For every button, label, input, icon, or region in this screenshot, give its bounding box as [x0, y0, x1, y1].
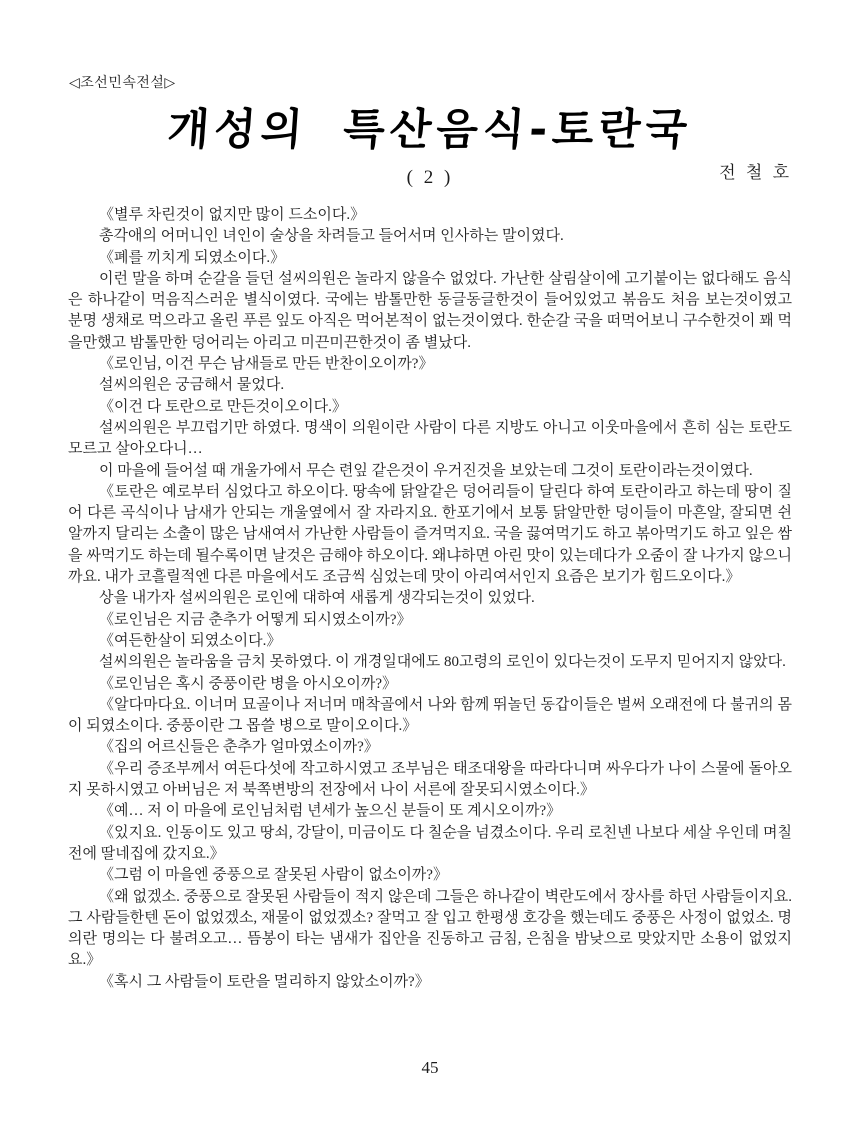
- page-number: 45: [421, 1058, 439, 1077]
- paragraph: 《로인님은 혹시 중풍이란 병을 아시오이까?》: [99, 675, 397, 692]
- paragraph: 《로인님은 지금 춘추가 어떻게 되시였소이까?》: [99, 611, 412, 628]
- paragraph: 《이건 다 토란으로 만든것이오이다.》: [99, 398, 347, 415]
- paragraph: 《집의 어르신들은 춘추가 얼마였소이까?》: [99, 739, 379, 756]
- paragraph: 《알다마다요. 이너머 묘골이나 저너머 매착골에서 나와 함께 뛰놀던 동갑이들은 벌써 오래전에 다 불귀의 몸이 되였소이다. 중풍이란 그 몹쓸 병으로 말이오이다.》: [68, 696, 792, 735]
- paragraph: 《별루 차린것이 없지만 많이 드소이다.》: [99, 207, 366, 223]
- paragraph: 《폐를 끼치게 되였소이다.》: [99, 249, 286, 266]
- paragraph: 《우리 증조부께서 여든다섯에 작고하시였고 조부님은 태조대왕을 따라다니며 싸우다가 나이 스물에 돌아오지 못하시였고 아버님은 저 북쪽변방의 전장에서 나이 서른에 잘못되시였소이다.》: [68, 760, 792, 799]
- page-title: 개성의 특산음식-토란국: [165, 105, 694, 155]
- paragraph: 설씨의원은 놀라움을 금치 못하였다. 이 개경일대에도 80고령의 로인이 있다는것이 도무지 믿어지지 않았다.: [99, 654, 786, 671]
- paragraph: 《토란은 예로부터 심었다고 하오이다. 땅속에 닭알같은 덩어리들이 달린다 하여 토란이라고 하는데 땅이 질어 다른 곡식이나 남새가 안되는 개울옆에서 잘 자라지요. 한포기에서 보통 닭알만한 덩이들이 마흔알, 잘되면 쉰알까지 달리는 소출이 많은 남새여서 가난한 사람들이 즐겨먹지요. 국을 끓여먹기도 하고 볶아먹기도 하고 잎은 쌈을 싸먹기도 하는데 될수록이면 날것은 금해야 하오이다. 왜냐하면 아린 맛이 있는데다가 오줌이 잘 나가지 않으니까요. 내가 코흘릴적엔 다른 마을에서도 조금씩 심었는데 맛이 아리여서인지 요즘은 보기가 힘드오이다.》: [68, 483, 792, 586]
- author-name: 전 철 호: [719, 163, 792, 182]
- paragraph: 설씨의원은 부끄럽기만 하였다. 명색이 의원이란 사람이 다른 지방도 아니고 이웃마을에서 흔히 심는 토란도 모르고 살아오다니…: [68, 419, 792, 458]
- paragraph: 《있지요. 인동이도 있고 땅쇠, 강달이, 미금이도 다 칠순을 넘겼소이다. 우리 로친넨 나보다 세살 우인데 며칠전에 딸네집에 갔지요.》: [68, 824, 792, 862]
- paragraph: 《예… 저 이 마을에 로인님처럼 년세가 높으신 분들이 또 계시오이까?》: [99, 803, 562, 820]
- body-text: [68, 205, 792, 993]
- part-number: ( 2 ): [406, 167, 454, 188]
- paragraph: 《여든한살이 되였소이다.》: [99, 632, 282, 649]
- paragraph: 《그럼 이 마을엔 중풍으로 잘못된 사람이 없소이까?》: [99, 867, 448, 884]
- paragraph: 이런 말을 하며 순갈을 들던 설씨의원은 놀라지 않을수 없었다. 가난한 살림살이에 고기붙이는 없다해도 음식은 하나같이 먹음직스러운 별식이였다. 국에는 밤톨만한 동글동글한것이 들어있었고 볶음도 처음 보는것이였고 분명 생채로 먹으라고 올린 푸른 잎도 아직은 먹어본적이 없는것이였다. 한순갈 국을 떠먹어보니 구수한것이 꽤 먹을만했고 밤톨만한 덩어리는 아리고 미끈미끈한것이 좀 별났다.: [68, 270, 792, 351]
- series-label: ◁조선민속전설▷: [69, 76, 176, 91]
- paragraph: 《혹시 그 사람들이 토란을 멀리하지 않았소이까?》: [99, 973, 430, 990]
- paragraph: 이 마을에 들어설 때 개울가에서 무슨 련잎 같은것이 우거진것을 보았는데 그것이 토란이라는것이였다.: [99, 462, 753, 479]
- paragraph: 총각애의 어머니인 녀인이 술상을 차려들고 들어서며 인사하는 말이였다.: [99, 228, 564, 245]
- paragraph: 설씨의원은 궁금해서 물었다.: [99, 377, 285, 394]
- paragraph: 상을 내가자 설씨의원은 로인에 대하여 새롭게 생각되는것이 있었다.: [99, 590, 535, 607]
- paragraph: 《로인님, 이건 무슨 남새들로 만든 반찬이오이까?》: [99, 356, 434, 373]
- paragraph: 《왜 없겠소. 중풍으로 잘못된 사람들이 적지 않은데 그들은 하나같이 벽란도에서 장사를 하던 사람들이지요. 그 사람들한텐 돈이 없었겠소, 재물이 없었겠소? 잘먹고 잘 입고 한평생 호강을 했는데도 중풍은 사정이 없었소. 명의란 명의는 다 불려오고… 뜸봉이 타는 냄새가 집안을 진동하고 금침, 은침을 밤낮으로 맞았지만 소용이 없었지요.》: [68, 888, 792, 969]
